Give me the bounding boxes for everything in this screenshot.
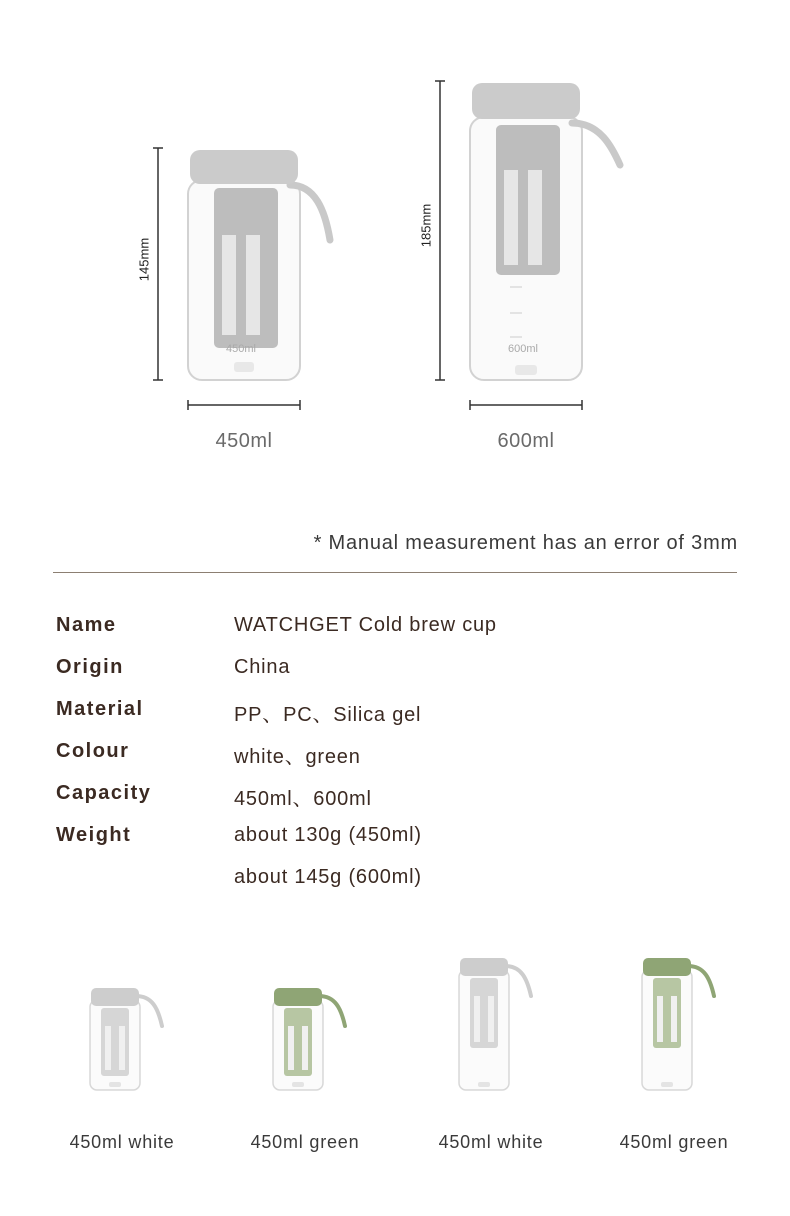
variant-item bbox=[42, 940, 202, 1170]
spec-key: Material bbox=[56, 698, 144, 720]
bottom-disk-shape bbox=[292, 1082, 304, 1087]
spec-value: about 145g (600ml) bbox=[234, 866, 422, 888]
spec-key: Origin bbox=[56, 656, 124, 678]
filter-window-shape bbox=[302, 1026, 308, 1070]
spec-value: 450ml、600ml bbox=[234, 788, 372, 810]
cap-shape bbox=[91, 988, 139, 1006]
variant-item bbox=[225, 940, 385, 1170]
cap-shape bbox=[274, 988, 322, 1006]
small-capacity-label: 450ml bbox=[215, 430, 273, 452]
variant-label: 450ml green bbox=[619, 1132, 729, 1152]
variant-bottle-image bbox=[411, 940, 571, 1110]
spec-value: about 130g (450ml) bbox=[234, 824, 422, 846]
large-height-label: 185mm bbox=[418, 203, 434, 248]
variant-bottle-image bbox=[594, 940, 754, 1110]
large-bottle-mark: 600ml bbox=[508, 343, 538, 355]
measurement-note: * Manual measurement has an error of 3mm bbox=[313, 532, 738, 554]
variant-bottle-image bbox=[225, 940, 385, 1110]
small-bottle-diagram bbox=[130, 140, 350, 420]
bottom-disk-shape bbox=[478, 1082, 490, 1087]
variant-item bbox=[411, 940, 571, 1170]
filter-window-shape bbox=[488, 996, 494, 1042]
variant-label: 450ml white bbox=[438, 1132, 544, 1152]
filter-window-shape bbox=[474, 996, 480, 1042]
large-bottle-image bbox=[410, 75, 640, 420]
spec-key: Weight bbox=[56, 824, 132, 846]
small-bottle-mark: 450ml bbox=[226, 343, 256, 355]
cap-shape bbox=[643, 958, 691, 976]
small-bottle-image bbox=[130, 140, 350, 420]
variant-label: 450ml white bbox=[69, 1132, 175, 1152]
spec-value: China bbox=[234, 656, 291, 678]
filter-window-shape bbox=[288, 1026, 294, 1070]
filter-window-shape bbox=[657, 996, 663, 1042]
variant-bottle-image bbox=[42, 940, 202, 1110]
large-bottle-diagram bbox=[410, 75, 640, 420]
spec-value: PP、PC、Silica gel bbox=[234, 704, 422, 726]
spec-value: white、green bbox=[234, 746, 361, 768]
spec-key: Name bbox=[56, 614, 117, 636]
variant-label: 450ml green bbox=[250, 1132, 360, 1152]
filter-window-shape bbox=[119, 1026, 125, 1070]
bottom-disk-shape bbox=[109, 1082, 121, 1087]
filter-window-shape bbox=[105, 1026, 111, 1070]
cap-shape bbox=[460, 958, 508, 976]
spec-key: Colour bbox=[56, 740, 130, 762]
spec-value: WATCHGET Cold brew cup bbox=[234, 614, 497, 636]
large-capacity-label: 600ml bbox=[497, 430, 555, 452]
spec-key: Capacity bbox=[56, 782, 152, 804]
variant-item bbox=[594, 940, 754, 1170]
small-height-label: 145mm bbox=[136, 237, 152, 282]
section-divider bbox=[53, 572, 737, 573]
filter-window-shape bbox=[671, 996, 677, 1042]
bottom-disk-shape bbox=[661, 1082, 673, 1087]
